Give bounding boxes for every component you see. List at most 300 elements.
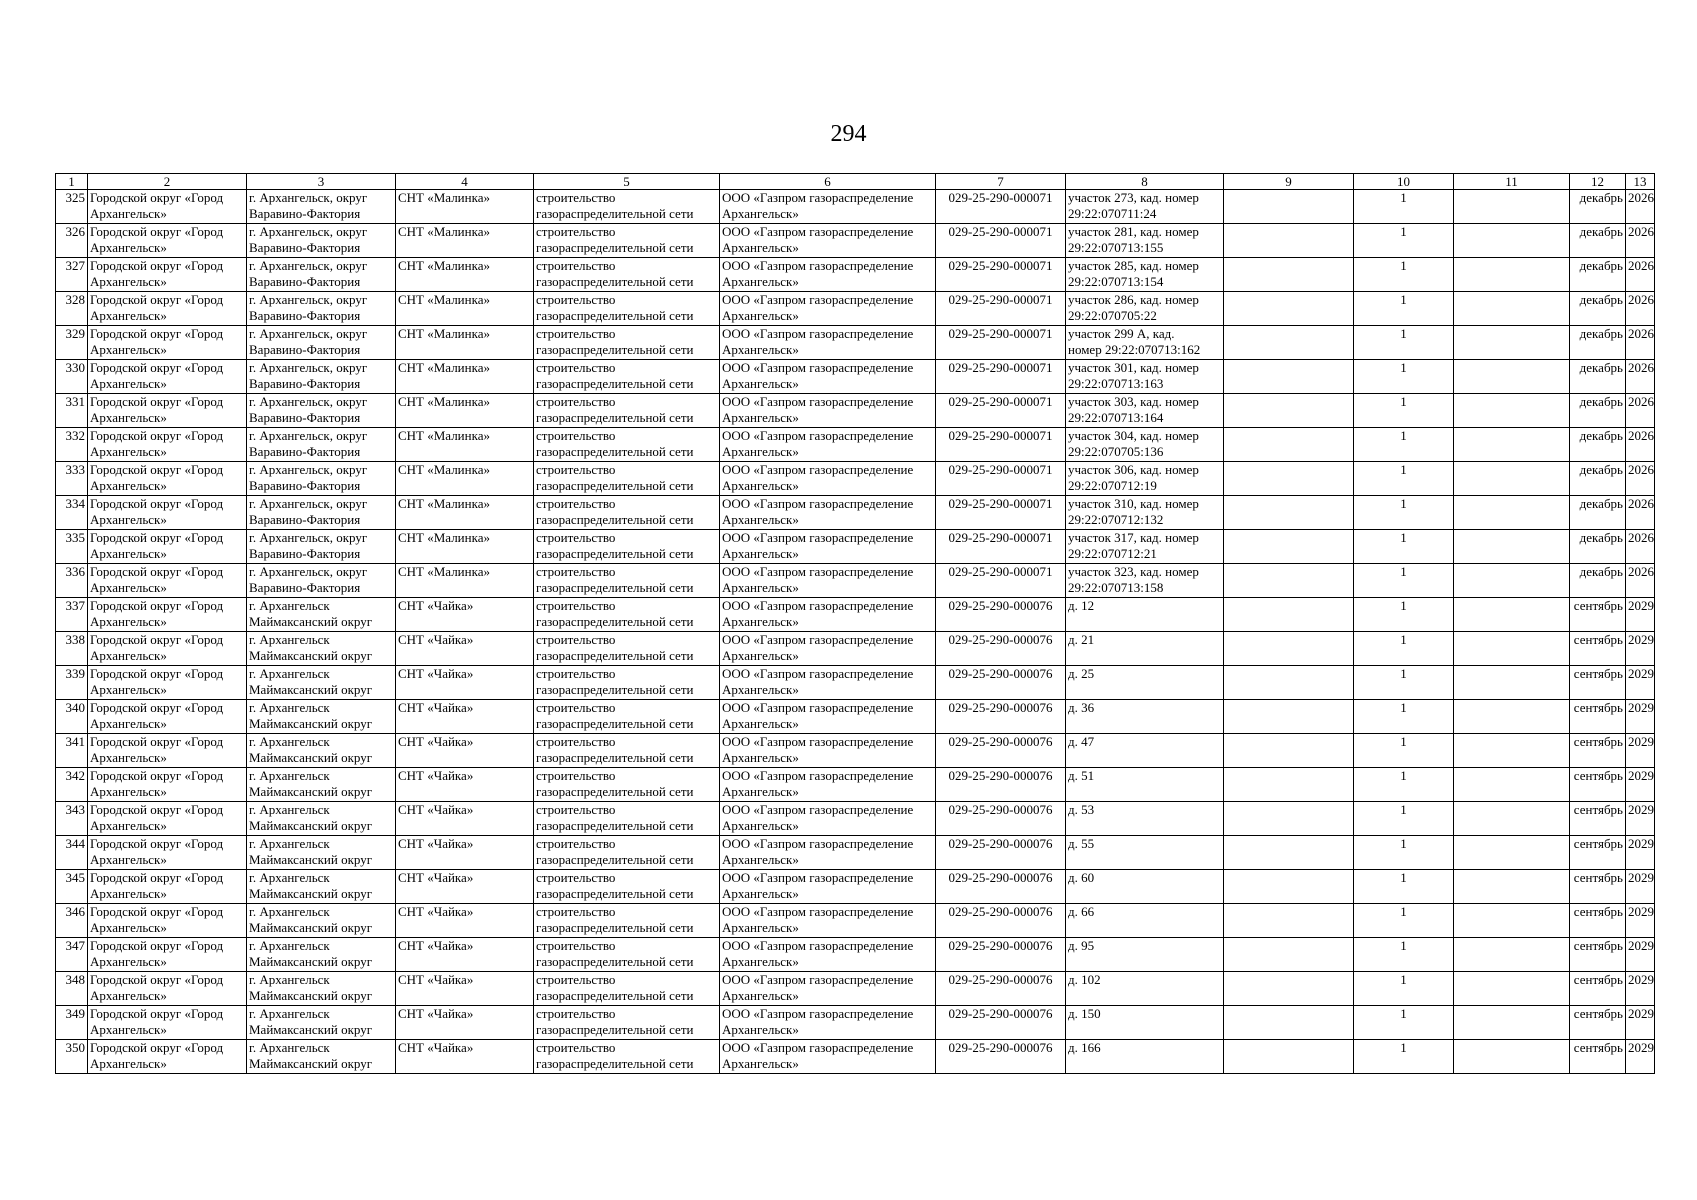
municipality-cell bbox=[88, 666, 247, 700]
year-cell-line: 2029 bbox=[1628, 802, 1654, 817]
organization-cell bbox=[720, 632, 936, 666]
table-row bbox=[56, 904, 1655, 938]
work-type-cell-line: газораспределительной сети bbox=[536, 206, 694, 221]
program-code-cell bbox=[936, 258, 1066, 292]
organization-cell bbox=[720, 496, 936, 530]
work-type-cell bbox=[534, 224, 720, 258]
municipality-cell-line: Городской округ «Город bbox=[90, 938, 224, 953]
work-type-cell-line: строительство bbox=[536, 972, 616, 987]
organization-cell-line: Архангельск» bbox=[722, 1056, 799, 1071]
address-cell-line: участок 301, кад. номер bbox=[1068, 360, 1199, 375]
month-cell bbox=[1570, 530, 1626, 564]
locality-cell bbox=[247, 190, 396, 224]
address-cell-line: 29:22:070713:158 bbox=[1068, 580, 1164, 595]
work-type-cell-line: строительство bbox=[536, 360, 616, 375]
organization-cell-line: Архангельск» bbox=[722, 1022, 799, 1037]
count-cell-line: 1 bbox=[1400, 428, 1407, 443]
organization-cell-line: ООО «Газпром газораспределение bbox=[722, 598, 914, 613]
address-cell-line: д. 55 bbox=[1068, 836, 1095, 851]
month-cell bbox=[1570, 700, 1626, 734]
work-type-cell-line: газораспределительной сети bbox=[536, 954, 694, 969]
municipality-cell-line: Архангельск» bbox=[90, 376, 167, 391]
work-type-cell bbox=[534, 598, 720, 632]
municipality-cell bbox=[88, 258, 247, 292]
municipality-cell-line: Городской округ «Город bbox=[90, 1006, 224, 1021]
month-cell-line: сентябрь bbox=[1573, 836, 1623, 851]
column-11-cell bbox=[1454, 972, 1570, 1006]
municipality-cell-line: Архангельск» bbox=[90, 240, 167, 255]
year-cell bbox=[1626, 258, 1655, 292]
address-cell bbox=[1066, 938, 1224, 972]
row-number-cell-line: 327 bbox=[65, 258, 85, 273]
address-cell bbox=[1066, 836, 1224, 870]
column-9-cell bbox=[1224, 632, 1354, 666]
program-code-cell-line: 029-25-290-000071 bbox=[948, 190, 1053, 205]
municipality-cell-line: Городской округ «Город bbox=[90, 972, 224, 987]
work-type-cell bbox=[534, 666, 720, 700]
snt-cell-line: СНТ «Чайка» bbox=[398, 632, 474, 647]
municipality-cell-line: Архангельск» bbox=[90, 852, 167, 867]
row-number-cell bbox=[56, 802, 88, 836]
locality-cell-line: г. Архангельск bbox=[249, 1040, 330, 1055]
municipality-cell-line: Архангельск» bbox=[90, 784, 167, 799]
program-code-cell bbox=[936, 700, 1066, 734]
work-type-cell bbox=[534, 258, 720, 292]
count-cell bbox=[1354, 632, 1454, 666]
count-cell bbox=[1354, 734, 1454, 768]
table-row bbox=[56, 598, 1655, 632]
year-cell-line: 2029 bbox=[1628, 972, 1654, 987]
column-9-cell bbox=[1224, 292, 1354, 326]
work-type-cell bbox=[534, 632, 720, 666]
column-11-cell bbox=[1454, 462, 1570, 496]
program-code-cell bbox=[936, 1040, 1066, 1074]
municipality-cell-line: Городской округ «Город bbox=[90, 360, 224, 375]
municipality-cell bbox=[88, 904, 247, 938]
program-code-cell bbox=[936, 836, 1066, 870]
count-cell bbox=[1354, 666, 1454, 700]
snt-cell-line: СНТ «Чайка» bbox=[398, 836, 474, 851]
month-cell bbox=[1570, 870, 1626, 904]
month-cell bbox=[1570, 394, 1626, 428]
column-header: 7 bbox=[936, 174, 1066, 190]
month-cell bbox=[1570, 360, 1626, 394]
municipality-cell-line: Архангельск» bbox=[90, 410, 167, 425]
month-cell-line: сентябрь bbox=[1573, 938, 1623, 953]
address-cell bbox=[1066, 734, 1224, 768]
municipality-cell bbox=[88, 190, 247, 224]
count-cell bbox=[1354, 394, 1454, 428]
count-cell bbox=[1354, 292, 1454, 326]
row-number-cell bbox=[56, 292, 88, 326]
address-cell-line: д. 12 bbox=[1068, 598, 1095, 613]
row-number-cell-line: 347 bbox=[65, 938, 85, 953]
organization-cell-line: ООО «Газпром газораспределение bbox=[722, 326, 914, 341]
row-number-cell bbox=[56, 666, 88, 700]
year-cell bbox=[1626, 360, 1655, 394]
address-cell bbox=[1066, 1040, 1224, 1074]
organization-cell-line: ООО «Газпром газораспределение bbox=[722, 258, 914, 273]
year-cell-line: 2026 bbox=[1628, 394, 1654, 409]
program-code-cell-line: 029-25-290-000076 bbox=[948, 768, 1053, 783]
column-9-cell bbox=[1224, 1006, 1354, 1040]
address-cell-line: 29:22:070711:24 bbox=[1068, 206, 1157, 221]
count-cell bbox=[1354, 768, 1454, 802]
organization-cell bbox=[720, 768, 936, 802]
year-cell bbox=[1626, 292, 1655, 326]
address-cell-line: д. 47 bbox=[1068, 734, 1095, 749]
year-cell-line: 2029 bbox=[1628, 598, 1654, 613]
snt-cell-line: СНТ «Малинка» bbox=[398, 496, 490, 511]
organization-cell bbox=[720, 904, 936, 938]
column-9-cell bbox=[1224, 326, 1354, 360]
municipality-cell-line: Архангельск» bbox=[90, 478, 167, 493]
municipality-cell bbox=[88, 564, 247, 598]
municipality-cell bbox=[88, 360, 247, 394]
year-cell-line: 2026 bbox=[1628, 292, 1654, 307]
column-11-cell bbox=[1454, 938, 1570, 972]
locality-cell bbox=[247, 292, 396, 326]
column-11-cell bbox=[1454, 870, 1570, 904]
address-cell-line: д. 51 bbox=[1068, 768, 1095, 783]
month-cell bbox=[1570, 326, 1626, 360]
municipality-cell-line: Архангельск» bbox=[90, 546, 167, 561]
month-cell-line: декабрь bbox=[1579, 224, 1623, 239]
municipality-cell bbox=[88, 292, 247, 326]
locality-cell bbox=[247, 938, 396, 972]
year-cell bbox=[1626, 632, 1655, 666]
row-number-cell bbox=[56, 1040, 88, 1074]
address-cell bbox=[1066, 768, 1224, 802]
municipality-cell-line: Архангельск» bbox=[90, 1022, 167, 1037]
organization-cell-line: ООО «Газпром газораспределение bbox=[722, 428, 914, 443]
table-body bbox=[56, 190, 1655, 1074]
column-header: 3 bbox=[247, 174, 396, 190]
organization-cell bbox=[720, 870, 936, 904]
table-row bbox=[56, 836, 1655, 870]
municipality-cell bbox=[88, 462, 247, 496]
work-type-cell bbox=[534, 870, 720, 904]
snt-cell-line: СНТ «Чайка» bbox=[398, 734, 474, 749]
locality-cell-line: Маймаксанский округ bbox=[249, 988, 373, 1003]
month-cell-line: декабрь bbox=[1579, 190, 1623, 205]
count-cell-line: 1 bbox=[1400, 768, 1407, 783]
organization-cell bbox=[720, 258, 936, 292]
year-cell bbox=[1626, 870, 1655, 904]
municipality-cell bbox=[88, 1006, 247, 1040]
count-cell bbox=[1354, 1040, 1454, 1074]
year-cell-line: 2029 bbox=[1628, 768, 1654, 783]
locality-cell-line: Маймаксанский округ bbox=[249, 1056, 373, 1071]
locality-cell-line: г. Архангельск bbox=[249, 666, 330, 681]
organization-cell-line: Архангельск» bbox=[722, 784, 799, 799]
column-header: 4 bbox=[396, 174, 534, 190]
address-cell-line: участок 323, кад. номер bbox=[1068, 564, 1199, 579]
address-cell bbox=[1066, 462, 1224, 496]
count-cell-line: 1 bbox=[1400, 394, 1407, 409]
work-type-cell-line: газораспределительной сети bbox=[536, 852, 694, 867]
row-number-cell bbox=[56, 836, 88, 870]
work-type-cell-line: газораспределительной сети bbox=[536, 376, 694, 391]
month-cell-line: сентябрь bbox=[1573, 632, 1623, 647]
address-cell bbox=[1066, 700, 1224, 734]
organization-cell-line: Архангельск» bbox=[722, 682, 799, 697]
column-11-cell bbox=[1454, 598, 1570, 632]
locality-cell-line: Варавино-Фактория bbox=[249, 308, 361, 323]
count-cell bbox=[1354, 496, 1454, 530]
municipality-cell-line: Архангельск» bbox=[90, 750, 167, 765]
organization-cell bbox=[720, 734, 936, 768]
address-cell-line: участок 310, кад. номер bbox=[1068, 496, 1199, 511]
address-cell bbox=[1066, 224, 1224, 258]
locality-cell-line: г. Архангельск bbox=[249, 1006, 330, 1021]
table-row bbox=[56, 292, 1655, 326]
count-cell bbox=[1354, 598, 1454, 632]
row-number-cell-line: 332 bbox=[65, 428, 85, 443]
column-9-cell bbox=[1224, 734, 1354, 768]
column-11-cell bbox=[1454, 394, 1570, 428]
organization-cell bbox=[720, 394, 936, 428]
municipality-cell-line: Городской округ «Город bbox=[90, 326, 224, 341]
municipality-cell-line: Архангельск» bbox=[90, 682, 167, 697]
column-11-cell bbox=[1454, 700, 1570, 734]
snt-cell bbox=[396, 598, 534, 632]
year-cell bbox=[1626, 802, 1655, 836]
address-cell-line: участок 281, кад. номер bbox=[1068, 224, 1199, 239]
month-cell-line: сентябрь bbox=[1573, 734, 1623, 749]
organization-cell-line: ООО «Газпром газораспределение bbox=[722, 768, 914, 783]
locality-cell bbox=[247, 768, 396, 802]
address-cell bbox=[1066, 904, 1224, 938]
count-cell bbox=[1354, 1006, 1454, 1040]
address-cell-line: 29:22:070713:164 bbox=[1068, 410, 1164, 425]
address-cell bbox=[1066, 870, 1224, 904]
organization-cell-line: Архангельск» bbox=[722, 988, 799, 1003]
work-type-cell-line: газораспределительной сети bbox=[536, 342, 694, 357]
municipality-cell bbox=[88, 224, 247, 258]
program-code-cell bbox=[936, 530, 1066, 564]
row-number-cell-line: 342 bbox=[65, 768, 85, 783]
snt-cell-line: СНТ «Малинка» bbox=[398, 462, 490, 477]
year-cell bbox=[1626, 496, 1655, 530]
program-code-cell bbox=[936, 326, 1066, 360]
organization-cell-line: ООО «Газпром газораспределение bbox=[722, 530, 914, 545]
municipality-cell bbox=[88, 530, 247, 564]
month-cell bbox=[1570, 904, 1626, 938]
address-cell-line: д. 95 bbox=[1068, 938, 1095, 953]
row-number-cell-line: 329 bbox=[65, 326, 85, 341]
organization-cell bbox=[720, 598, 936, 632]
row-number-cell-line: 343 bbox=[65, 802, 85, 817]
column-11-cell bbox=[1454, 360, 1570, 394]
program-code-cell-line: 029-25-290-000076 bbox=[948, 632, 1053, 647]
work-type-cell bbox=[534, 972, 720, 1006]
snt-cell-line: СНТ «Чайка» bbox=[398, 666, 474, 681]
column-11-cell bbox=[1454, 190, 1570, 224]
year-cell bbox=[1626, 666, 1655, 700]
column-9-cell bbox=[1224, 1040, 1354, 1074]
locality-cell-line: Варавино-Фактория bbox=[249, 274, 361, 289]
row-number-cell-line: 331 bbox=[65, 394, 85, 409]
organization-cell-line: ООО «Газпром газораспределение bbox=[722, 224, 914, 239]
table-row bbox=[56, 496, 1655, 530]
page-number: 294 bbox=[830, 121, 867, 147]
column-11-cell bbox=[1454, 836, 1570, 870]
table-row bbox=[56, 1006, 1655, 1040]
locality-cell-line: Маймаксанский округ bbox=[249, 716, 373, 731]
organization-cell-line: Архангельск» bbox=[722, 410, 799, 425]
program-code-cell bbox=[936, 224, 1066, 258]
locality-cell-line: Маймаксанский округ bbox=[249, 954, 373, 969]
year-cell bbox=[1626, 394, 1655, 428]
program-code-cell-line: 029-25-290-000076 bbox=[948, 802, 1053, 817]
municipality-cell-line: Архангельск» bbox=[90, 920, 167, 935]
work-type-cell-line: строительство bbox=[536, 802, 616, 817]
program-code-cell-line: 029-25-290-000076 bbox=[948, 972, 1053, 987]
column-9-cell bbox=[1224, 802, 1354, 836]
column-header: 12 bbox=[1570, 174, 1626, 190]
row-number-cell bbox=[56, 938, 88, 972]
snt-cell-line: СНТ «Чайка» bbox=[398, 598, 474, 613]
column-9-cell bbox=[1224, 496, 1354, 530]
municipality-cell-line: Городской округ «Город bbox=[90, 292, 224, 307]
count-cell-line: 1 bbox=[1400, 870, 1407, 885]
snt-cell-line: СНТ «Чайка» bbox=[398, 700, 474, 715]
address-cell-line: участок 303, кад. номер bbox=[1068, 394, 1199, 409]
count-cell bbox=[1354, 700, 1454, 734]
work-type-cell-line: газораспределительной сети bbox=[536, 920, 694, 935]
row-number-cell-line: 346 bbox=[65, 904, 85, 919]
locality-cell-line: г. Архангельск, округ bbox=[249, 394, 368, 409]
work-type-cell-line: газораспределительной сети bbox=[536, 682, 694, 697]
locality-cell-line: Варавино-Фактория bbox=[249, 580, 361, 595]
locality-cell-line: Варавино-Фактория bbox=[249, 512, 361, 527]
snt-cell-line: СНТ «Малинка» bbox=[398, 292, 490, 307]
table-row bbox=[56, 326, 1655, 360]
organization-cell-line: ООО «Газпром газораспределение bbox=[722, 632, 914, 647]
work-type-cell bbox=[534, 564, 720, 598]
locality-cell bbox=[247, 1006, 396, 1040]
work-type-cell bbox=[534, 496, 720, 530]
municipality-cell bbox=[88, 972, 247, 1006]
locality-cell-line: Маймаксанский округ bbox=[249, 920, 373, 935]
table-row bbox=[56, 258, 1655, 292]
count-cell-line: 1 bbox=[1400, 496, 1407, 511]
snt-cell-line: СНТ «Чайка» bbox=[398, 1006, 474, 1021]
row-number-cell-line: 339 bbox=[65, 666, 85, 681]
locality-cell bbox=[247, 666, 396, 700]
work-type-cell bbox=[534, 700, 720, 734]
snt-cell bbox=[396, 224, 534, 258]
municipality-cell-line: Городской округ «Город bbox=[90, 802, 224, 817]
column-11-cell bbox=[1454, 224, 1570, 258]
count-cell bbox=[1354, 870, 1454, 904]
address-cell-line: 29:22:070712:19 bbox=[1068, 478, 1157, 493]
locality-cell bbox=[247, 360, 396, 394]
locality-cell-line: г. Архангельск, округ bbox=[249, 190, 368, 205]
address-cell-line: участок 286, кад. номер bbox=[1068, 292, 1199, 307]
snt-cell bbox=[396, 836, 534, 870]
work-type-cell bbox=[534, 394, 720, 428]
municipality-cell-line: Городской округ «Город bbox=[90, 632, 224, 647]
organization-cell-line: Архангельск» bbox=[722, 308, 799, 323]
address-cell-line: д. 60 bbox=[1068, 870, 1095, 885]
organization-cell bbox=[720, 360, 936, 394]
locality-cell-line: г. Архангельск, округ bbox=[249, 224, 368, 239]
month-cell bbox=[1570, 734, 1626, 768]
row-number-cell bbox=[56, 972, 88, 1006]
row-number-cell bbox=[56, 598, 88, 632]
table-row bbox=[56, 938, 1655, 972]
locality-cell-line: г. Архангельск bbox=[249, 734, 330, 749]
year-cell-line: 2026 bbox=[1628, 462, 1654, 477]
municipality-cell-line: Архангельск» bbox=[90, 954, 167, 969]
organization-cell bbox=[720, 564, 936, 598]
table-row bbox=[56, 972, 1655, 1006]
column-9-cell bbox=[1224, 972, 1354, 1006]
snt-cell bbox=[396, 802, 534, 836]
address-cell-line: д. 25 bbox=[1068, 666, 1095, 681]
organization-cell-line: Архангельск» bbox=[722, 648, 799, 663]
column-11-cell bbox=[1454, 1006, 1570, 1040]
month-cell bbox=[1570, 428, 1626, 462]
work-type-cell bbox=[534, 530, 720, 564]
count-cell bbox=[1354, 428, 1454, 462]
municipality-cell-line: Архангельск» bbox=[90, 206, 167, 221]
program-code-cell-line: 029-25-290-000076 bbox=[948, 734, 1053, 749]
program-code-cell bbox=[936, 734, 1066, 768]
year-cell-line: 2026 bbox=[1628, 190, 1654, 205]
locality-cell-line: Маймаксанский округ bbox=[249, 784, 373, 799]
municipality-cell-line: Городской округ «Город bbox=[90, 496, 224, 511]
row-number-cell bbox=[56, 360, 88, 394]
locality-cell bbox=[247, 632, 396, 666]
month-cell-line: сентябрь bbox=[1573, 1040, 1623, 1055]
locality-cell bbox=[247, 496, 396, 530]
locality-cell-line: г. Архангельск, округ bbox=[249, 462, 368, 477]
locality-cell bbox=[247, 1040, 396, 1074]
column-9-cell bbox=[1224, 768, 1354, 802]
locality-cell bbox=[247, 428, 396, 462]
organization-cell bbox=[720, 428, 936, 462]
organization-cell-line: Архангельск» bbox=[722, 376, 799, 391]
municipality-cell bbox=[88, 632, 247, 666]
locality-cell-line: г. Архангельск, округ bbox=[249, 428, 368, 443]
municipality-cell-line: Архангельск» bbox=[90, 648, 167, 663]
snt-cell bbox=[396, 190, 534, 224]
locality-cell-line: Маймаксанский округ bbox=[249, 886, 373, 901]
work-type-cell bbox=[534, 190, 720, 224]
work-type-cell-line: газораспределительной сети bbox=[536, 988, 694, 1003]
organization-cell-line: ООО «Газпром газораспределение bbox=[722, 292, 914, 307]
year-cell-line: 2026 bbox=[1628, 224, 1654, 239]
municipality-cell-line: Городской округ «Город bbox=[90, 224, 224, 239]
municipality-cell-line: Городской округ «Город bbox=[90, 564, 224, 579]
program-code-cell-line: 029-25-290-000071 bbox=[948, 394, 1053, 409]
address-cell-line: номер 29:22:070713:162 bbox=[1068, 342, 1201, 357]
row-number-cell-line: 338 bbox=[65, 632, 85, 647]
month-cell bbox=[1570, 190, 1626, 224]
row-number-cell bbox=[56, 394, 88, 428]
snt-cell-line: СНТ «Малинка» bbox=[398, 224, 490, 239]
work-type-cell-line: строительство bbox=[536, 700, 616, 715]
work-type-cell-line: газораспределительной сети bbox=[536, 1056, 694, 1071]
program-code-cell-line: 029-25-290-000071 bbox=[948, 428, 1053, 443]
year-cell bbox=[1626, 564, 1655, 598]
year-cell bbox=[1626, 326, 1655, 360]
month-cell bbox=[1570, 938, 1626, 972]
month-cell bbox=[1570, 258, 1626, 292]
